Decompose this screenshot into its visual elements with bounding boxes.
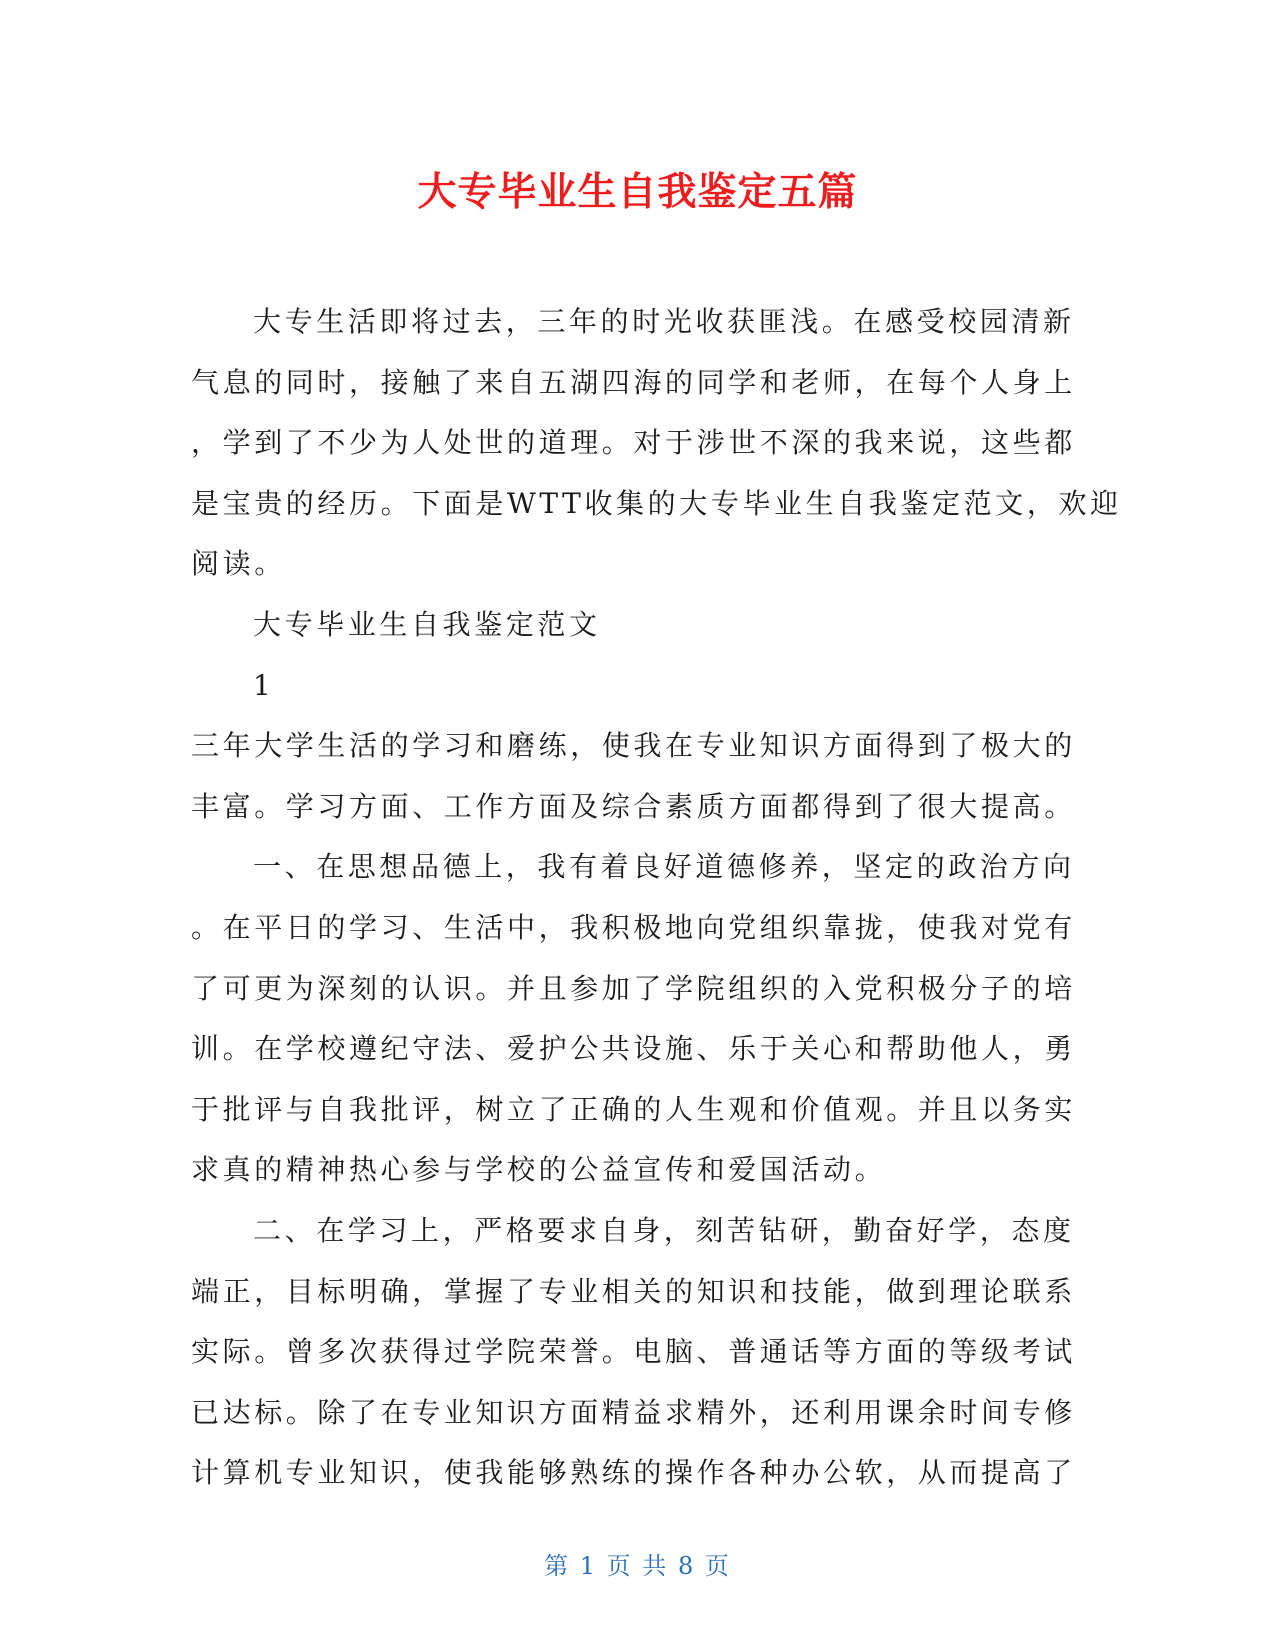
text-line: 计算机专业知识，使我能够熟练的操作各种办公软，从而提高了: [191, 1456, 1076, 1490]
text-line: 已达标。除了在专业知识方面精益求精外，还利用课余时间专修: [191, 1395, 1076, 1429]
text-line: 训。在学校遵纪守法、爱护公共设施、乐于关心和帮助他人，勇: [191, 1032, 1076, 1066]
text-line: 一、在思想品德上，我有着良好道德修养，坚定的政治方向: [253, 850, 1075, 884]
section-number: 1: [253, 668, 275, 702]
text-line: 丰富。学习方面、工作方面及综合素质方面都得到了很大提高。: [191, 789, 1076, 823]
section-heading: 大专毕业生自我鉴定范文: [253, 607, 601, 641]
text-line: 二、在学习上，严格要求自身，刻苦钻研，勤奋好学，态度: [253, 1213, 1075, 1247]
text-line: 。在平日的学习、生活中，我积极地向党组织靠拢，使我对党有: [191, 910, 1076, 944]
text-line: 了可更为深刻的认识。并且参加了学院组织的入党积极分子的培: [191, 971, 1076, 1005]
text-line: 求真的精神热心参与学校的公益宣传和爱国活动。: [191, 1153, 887, 1187]
document-body: [191, 292, 1122, 1504]
text-line: 端正，目标明确，掌握了专业相关的知识和技能，做到理论联系: [191, 1274, 1076, 1308]
document-title: 大专毕业生自我鉴定五篇: [417, 170, 858, 215]
text-line: 三年大学生活的学习和磨练，使我在专业知识方面得到了极大的: [191, 729, 1076, 763]
text-line: 于批评与自我批评，树立了正确的人生观和价值观。并且以务实: [191, 1092, 1076, 1126]
text-line: 大专生活即将过去，三年的时光收获匪浅。在感受校园清新: [253, 305, 1075, 338]
text-line: 是宝贵的经历。下面是WTT收集的大专毕业生自我鉴定范文，欢迎: [191, 486, 1122, 520]
text-line: ，学到了不少为人处世的道理。对于涉世不深的我来说，这些都: [191, 426, 1076, 460]
text-line: 实际。曾多次获得过学院荣誉。电脑、普通话等方面的等级考试: [191, 1335, 1076, 1369]
text-line: 气息的同时，接触了来自五湖四海的同学和老师，在每个人身上: [191, 365, 1076, 399]
page-footer: 第 1 页 共 8 页: [544, 1552, 731, 1580]
text-line: 阅读。: [191, 547, 286, 581]
